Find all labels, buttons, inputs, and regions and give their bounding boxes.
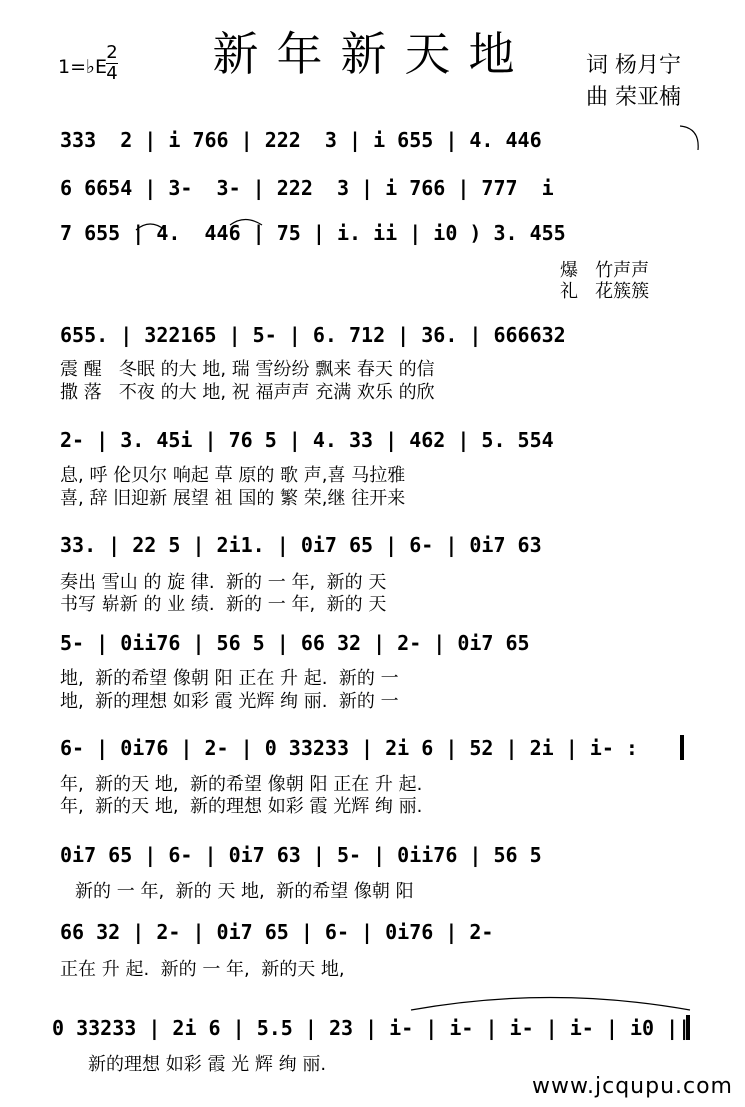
score-row-6-notes: 33. | 22 5 | 2i1. | 0i7 65 | 6- | 0i7 63: [60, 533, 542, 557]
score-row-11-notes: 0 33233 | 2i 6 | 5.5 | 23 | i- | i- | i- | i- | i0 ||: [52, 1016, 691, 1040]
score-row-3-notes: 7 655 | 4. 446 | 75 | i. ii | i0 ) 3. 455: [60, 221, 566, 245]
score-row-6-lyrics-2: 书写 崭新 的 业 绩. 新的 一 年, 新的 天: [60, 594, 387, 615]
score-row-7-lyrics-1: 地, 新的希望 像朝 阳 正在 升 起. 新的 一: [60, 668, 399, 689]
score-row-8-lyrics-1: 年, 新的天 地, 新的希望 像朝 阳 正在 升 起.: [60, 774, 423, 795]
score-row-5-notes: 2- | 3. 45i | 76 5 | 4. 33 | 462 | 5. 554: [60, 428, 554, 452]
score-row-7-lyrics-2: 地, 新的理想 如彩 霞 光辉 绚 丽. 新的 一: [60, 691, 399, 712]
site-watermark: www.jcqupu.com: [532, 1074, 733, 1099]
composer-credit: 曲 荣亚楠: [586, 85, 681, 110]
lyricist-credit: 词 杨月宁: [586, 53, 681, 78]
score-row-9-lyrics-1: 新的 一 年, 新的 天 地, 新的希望 像朝 阳: [75, 881, 414, 902]
score-row-7-notes: 5- | 0ii76 | 56 5 | 66 32 | 2- | 0i7 65: [60, 631, 530, 655]
score-row-11-lyrics-1: 新的理想 如彩 霞 光 辉 绚 丽.: [88, 1054, 327, 1075]
score-row-10-notes: 66 32 | 2- | 0i7 65 | 6- | 0i76 | 2-: [60, 920, 494, 944]
time-signature-top: 2: [106, 42, 118, 63]
score-row-4-notes: 655. | 322165 | 5- | 6. 712 | 36. | 666632: [60, 323, 566, 347]
score-row-1-notes: 333 2 | i 766 | 222 3 | i 655 | 4. 446: [60, 128, 542, 152]
score-row-5-lyrics-2: 喜, 辞 旧迎新 展望 祖 国的 繁 荣,继 往开来: [60, 488, 406, 509]
key-signature: 1=♭E: [58, 56, 107, 78]
score-row-5-lyrics-1: 息, 呼 伦贝尔 响起 草 原的 歌 声,喜 马拉雅: [60, 465, 406, 486]
score-row-4-lyrics-2: 撒 落 不夜 的大 地, 祝 福声声 充满 欢乐 的欣: [60, 382, 435, 403]
score-row-9-notes: 0i7 65 | 6- | 0i7 63 | 5- | 0ii76 | 56 5: [60, 843, 542, 867]
score-row-8-notes: 6- | 0i76 | 2- | 0 33233 | 2i 6 | 52 | 2i | i- :: [60, 736, 638, 760]
score-row-4-lyrics-1: 震 醒 冬眠 的大 地, 瑞 雪纷纷 飘来 春天 的信: [60, 359, 435, 380]
score-row-2-notes: 6 6654 | 3- 3- | 222 3 | i 766 | 777 i: [60, 176, 554, 200]
score-row-3-lyrics-2: 礼 花簇簇: [560, 281, 650, 302]
score-row-8-lyrics-2: 年, 新的天 地, 新的理想 如彩 霞 光辉 绚 丽.: [60, 796, 423, 817]
song-title: 新年新天地: [212, 27, 533, 81]
score-row-6-lyrics-1: 奏出 雪山 的 旋 律. 新的 一 年, 新的 天: [60, 572, 387, 593]
score-row-10-lyrics-1: 正在 升 起. 新的 一 年, 新的天 地,: [60, 959, 345, 980]
score-row-3-lyrics-1: 爆 竹声声: [560, 260, 650, 281]
time-signature-bottom: 4: [106, 63, 118, 84]
